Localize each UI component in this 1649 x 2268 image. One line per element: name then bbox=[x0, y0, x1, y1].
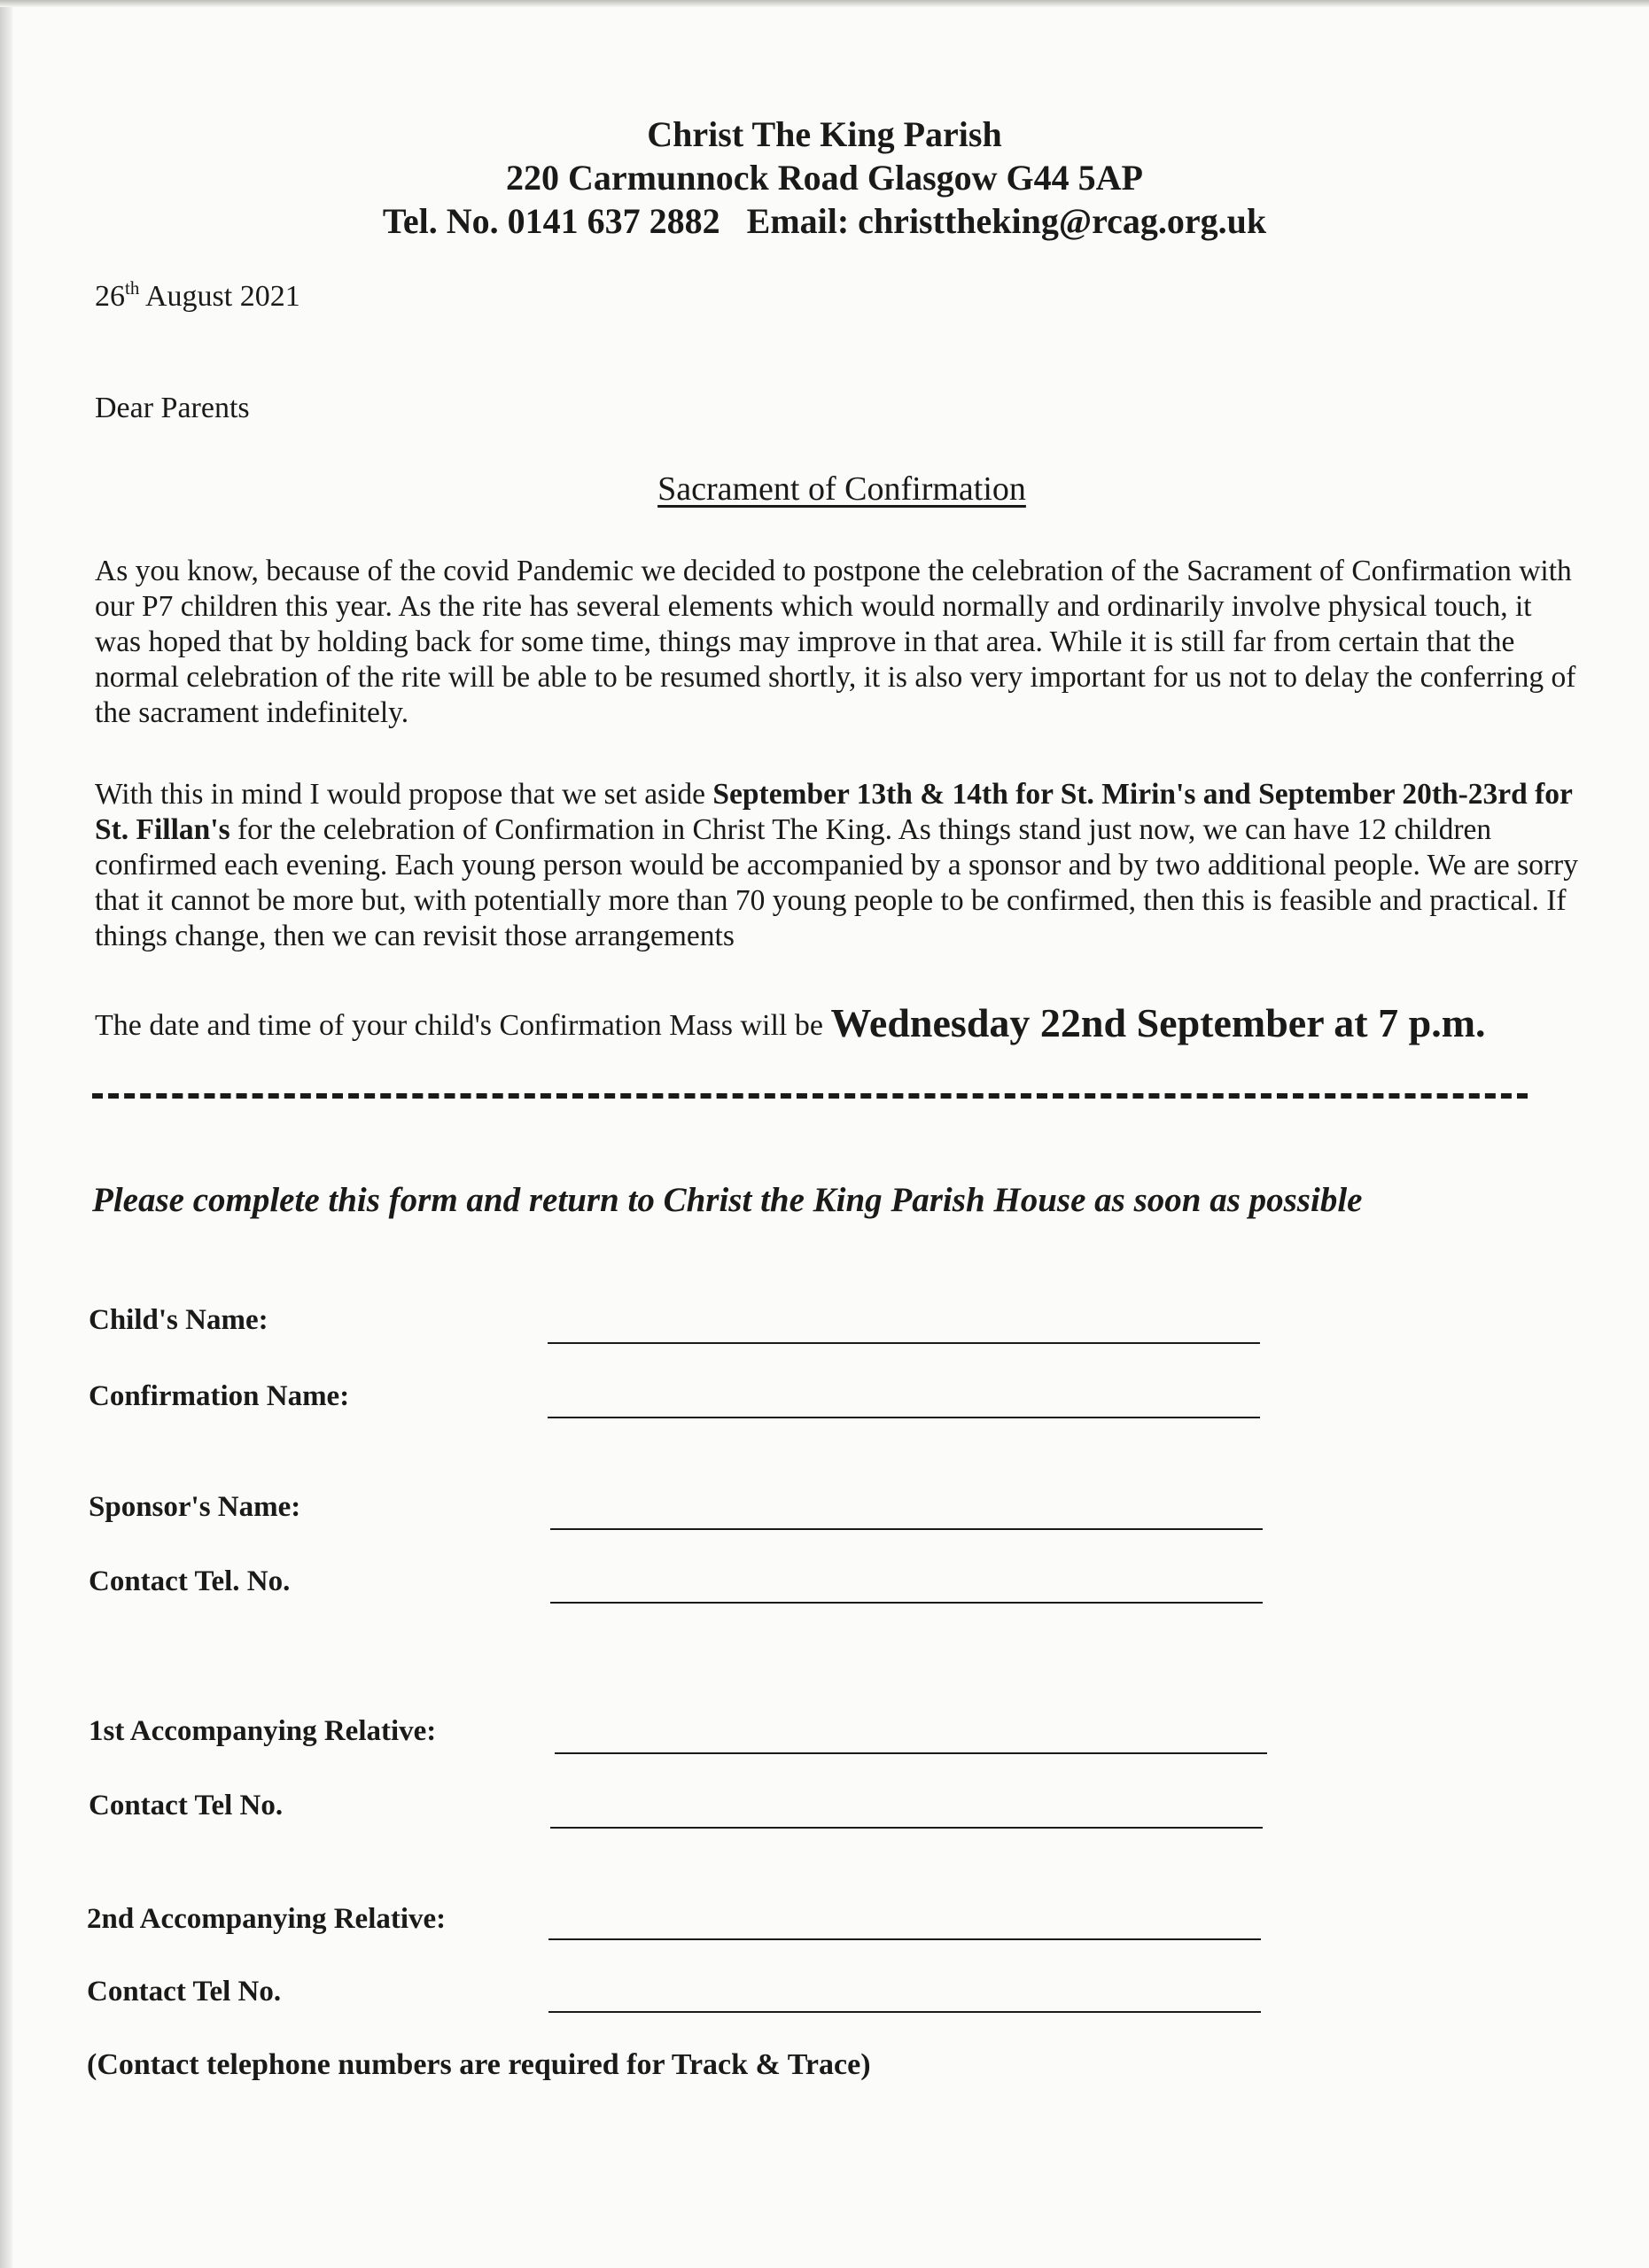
parish-contact bbox=[0, 199, 1649, 243]
childs-name-field[interactable] bbox=[548, 1342, 1260, 1344]
confirmation-name-field[interactable] bbox=[548, 1417, 1260, 1418]
confirmation-mass-prefix: The date and time of your child's Confirmation Mass will be bbox=[95, 1009, 831, 1042]
paragraph-proposal bbox=[95, 777, 1583, 954]
second-relative-contact-label: Contact Tel No. bbox=[87, 1976, 282, 2008]
confirmation-mass-line bbox=[95, 999, 1486, 1046]
cut-line-divider bbox=[92, 1093, 1528, 1118]
first-relative-contact-label: Contact Tel No. bbox=[89, 1790, 284, 1821]
track-and-trace-note: (Contact telephone numbers are required for Track & Trace) bbox=[87, 2048, 871, 2081]
first-relative-field[interactable] bbox=[555, 1752, 1267, 1754]
confirmation-name-label: Confirmation Name: bbox=[89, 1380, 350, 1412]
sponsors-name-label: Sponsor's Name: bbox=[89, 1491, 301, 1523]
sponsor-contact-tel-field[interactable] bbox=[550, 1602, 1263, 1604]
greeting: Dear Parents bbox=[95, 392, 250, 424]
sponsors-name-field[interactable] bbox=[550, 1528, 1263, 1530]
first-relative-contact-field[interactable] bbox=[550, 1827, 1263, 1829]
proposal-dates: September 13th & 14th for St. Mirin's and September 20th-23rd for St. Fillan's bbox=[95, 778, 1573, 846]
second-relative-field[interactable] bbox=[548, 1938, 1261, 1940]
childs-name-label: Child's Name: bbox=[89, 1304, 268, 1336]
paragraph-postponement: As you know, because of the covid Pandemic we decided to postpone the celebration of the Sacrament of Confirmation with our P7 children this year. As the rite has several elements which would normally and ordinarily involve physical touch, it was hoped that by holding back for some time, things may improve in that area. While it is still far from certain that the normal celebration of the rite will be able to be resumed shortly, it is also very important for us not to delay the conferring of the sacrament indefinitely. bbox=[95, 555, 1576, 729]
proposal-text-before: With this in mind I would propose that we set aside bbox=[95, 778, 713, 811]
second-relative-contact-field[interactable] bbox=[548, 2011, 1261, 2013]
date-rest: August 2021 bbox=[139, 280, 300, 313]
parish-contact-text: Tel. No. 0141 637 2882 Email: christtheking@rcag.org.uk bbox=[382, 201, 1267, 241]
first-relative-label: 1st Accompanying Relative: bbox=[89, 1715, 437, 1747]
parish-name: Christ The King Parish bbox=[647, 114, 1002, 154]
subject-heading: Sacrament of Confirmation bbox=[657, 470, 1026, 508]
date-day: 26 bbox=[95, 280, 125, 313]
proposal-text-after: for the celebration of Confirmation in Christ The King. As things stand just now, we can have 12 children confirmed each evening. Each young person would be accompanied by a sponsor and by two additional people. We are sorry that it cannot be more but, with potentially more than 70 young people to be confirmed, then this is feasible and practical. If things change, then we can revisit those arrangements bbox=[95, 813, 1578, 952]
date-suffix: th bbox=[125, 277, 140, 299]
form-instruction: Please complete this form and return to Christ the King Parish House as soon as possible bbox=[92, 1181, 1363, 1219]
parish-address: 220 Carmunnock Road Glasgow G44 5AP bbox=[506, 158, 1143, 198]
letter-date bbox=[95, 277, 300, 314]
confirmation-mass-date: Wednesday 22nd September at 7 p.m. bbox=[830, 1000, 1486, 1045]
sponsor-contact-tel-label: Contact Tel. No. bbox=[89, 1565, 291, 1597]
second-relative-label: 2nd Accompanying Relative: bbox=[87, 1903, 447, 1935]
